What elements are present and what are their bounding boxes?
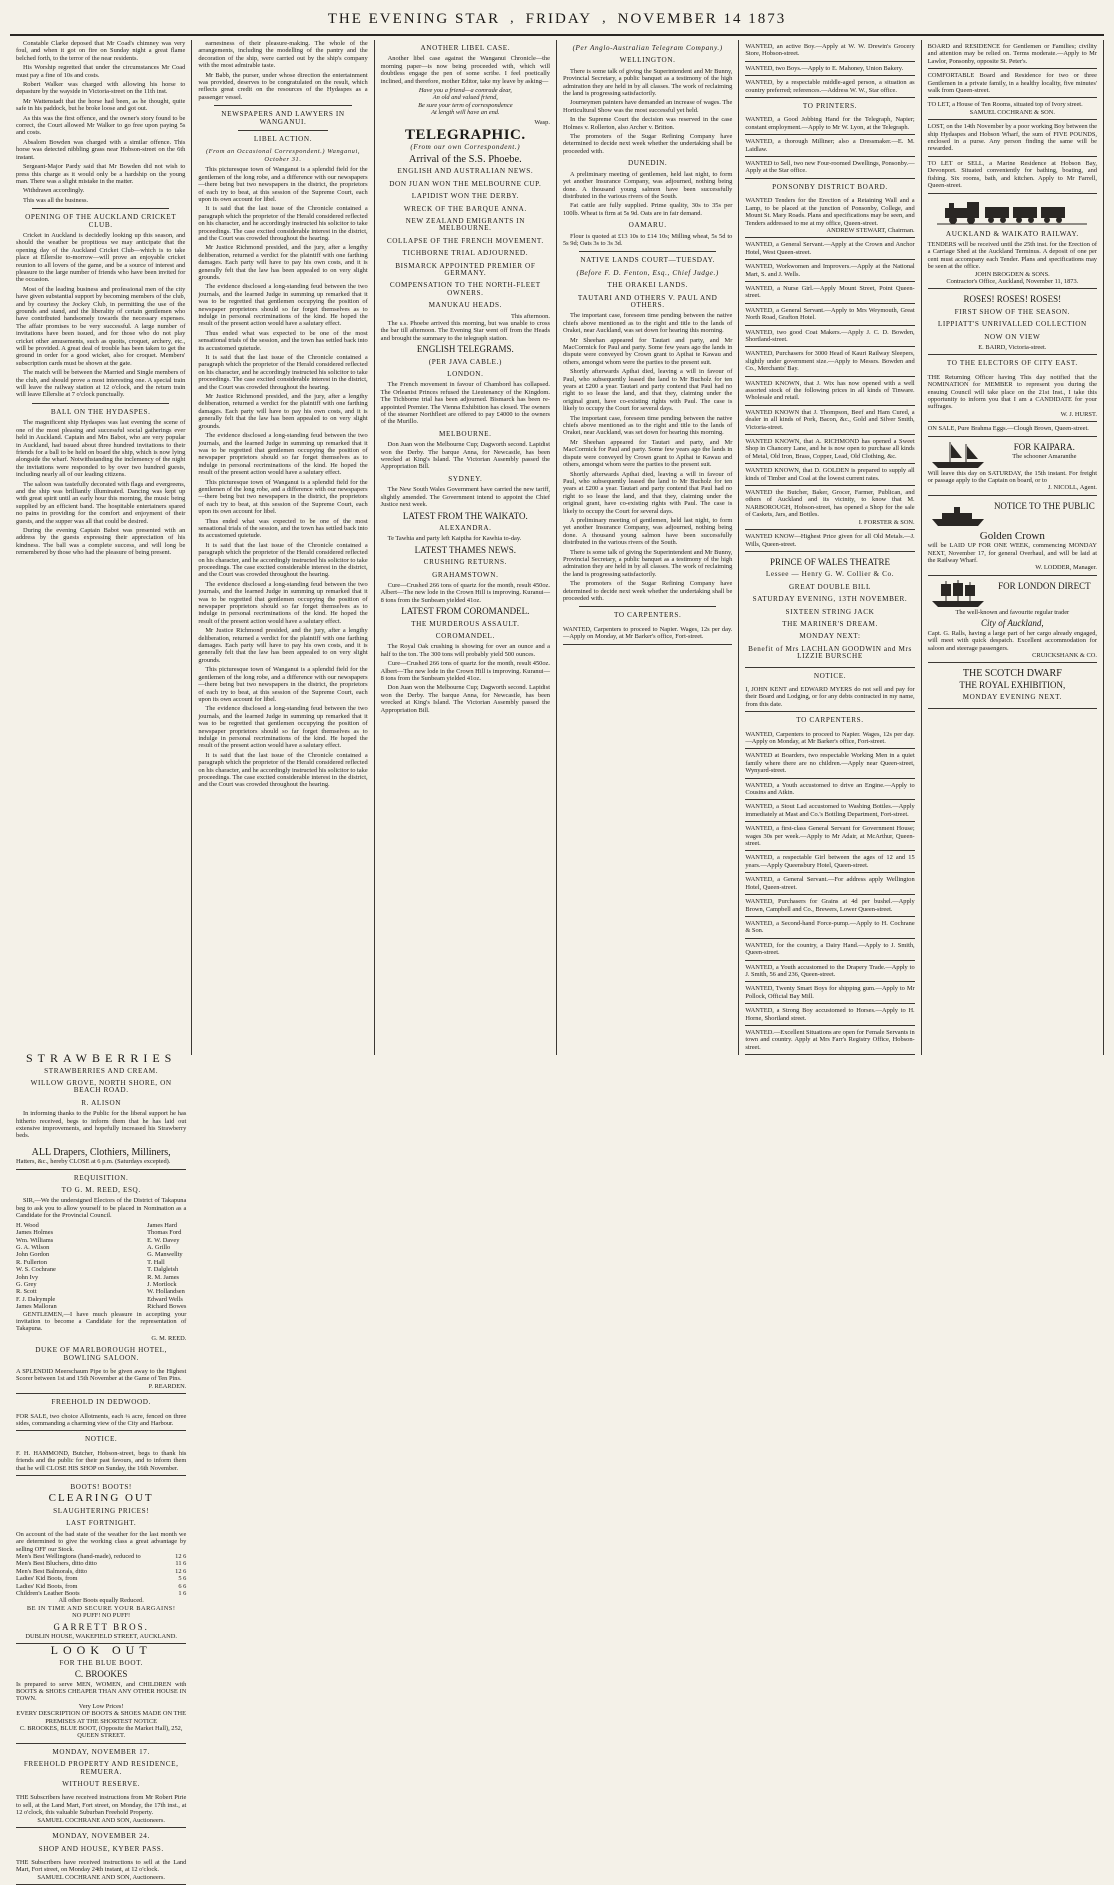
classified-ad: WANTED KNOW—Highest Price given for all Old Metals.—J. Wills, Queen-street. xyxy=(745,530,914,552)
subheading: DON JUAN WON THE MELBOURNE CUP. xyxy=(389,179,542,188)
divider xyxy=(214,105,351,106)
article-paragraph: This picturesque town of Wanganui is a splendid field for the gentlemen of the long robe, and a difference with our newspapers—there being but two newspapers in the district, the proprietors of each try to beat, at this session of the Supreme Court, each upon its own account for libel. xyxy=(198,666,368,703)
classified-ad: WANTED, Purchasers for Grains at 4d per bushel.—Apply Brown, Campbell and Co., Brewers, Lower Queen-street. xyxy=(745,895,914,917)
subheading: PONSONBY DISTRICT BOARD. xyxy=(772,182,888,191)
article-paragraph: SIR,—We the undersigned Electors of the District of Takapuna beg to ask you to allow yourself to be placed in Nomination as a Candidate for the Provincial Council. xyxy=(16,1197,187,1220)
signatory-list: H. Wood James Holmes Wm. Williams G. A. Wilson John Gordon R. Fullerton W. S. Cochrane John Ivy G. Grey R. Scott F. J. Dalrymple James Malloran James Hard Thomas Ford E. W. Davey A. Grillo G. Manwellty T. Hall T. Dalgleish R. M. James J. Mortlock W. Hollandsen Edward Wells Richard Bowes xyxy=(16,1221,187,1311)
classified-ad: WANTED, a Youth accustomed to the Drapery Trade.—Apply to J. Smith, 56 and 236, Queen-street. xyxy=(745,961,914,983)
classified-ad: TO LET or SELL, a Marine Residence at Hobson Bay, Devonport. Situated conveniently for bathing, boating, and fishing. Six rooms, bath, and kitchen. Apply to Mr Farrell, Queen-street. xyxy=(928,157,1097,194)
classified-ad: ON SALE, Pure Brahma Eggs.—Clough Brown, Queen-street. xyxy=(928,422,1097,436)
subheading: (PER JAVA CABLE.) xyxy=(428,357,502,366)
subheading: MELBOURNE. xyxy=(439,429,492,438)
article-paragraph: Mr Babb, the purser, under whose direction the entertainment was provided, deserves to be congratulated on the result, which reflects great credit on the resources of the Hydaspes as a passenger vessel. xyxy=(198,71,368,101)
article-paragraph: The Royal Oak crushing is showing for over an ounce and a half to the ton. The 300 tons will probably yield 500 ounces. xyxy=(380,643,550,658)
classified-ad: A SPLENDID Meerschaum Pipe to be given away to the Highest Scorer between 1st and 15th November at the Game of Ten Pins. P. REARDEN. xyxy=(16,1365,186,1394)
subheading: SYDNEY. xyxy=(448,474,483,483)
classified-ad: WANTED, a Strong Boy accustomed to Horses.—Apply to H. Horne, Shortland street. xyxy=(745,1004,914,1026)
headline-ball: BALL ON THE HYDASPES. xyxy=(50,407,151,416)
article-paragraph: As this was the first offence, and the owner's story found to be correct, the Court allowed Mr Walker to go free upon paying 5s and costs. xyxy=(16,114,186,137)
classified-ad: WANTED Tenders for the Erection of a Retaining Wall and a Lamp, to be placed at the junction of Ponsonby, College, and Mount St. Mary Roads. Plans and specifications may be seen, and Tenders addressed to me at my office, Queen-street. ANDREW STEWART, Chairman. xyxy=(745,194,914,238)
column-1 xyxy=(10,40,192,1055)
steamer-icon xyxy=(928,499,988,529)
arrival-heading: Arrival of the S.S. Phoebe. xyxy=(408,153,522,165)
article-paragraph: Cure—Crushed 266 tons of quartz for the month, result 450oz. Albert—The new lode in the Crown Hill is improving. Kuranui—8 tons from the Sunbeam yielded 41oz. xyxy=(380,660,550,682)
column-3 xyxy=(375,40,557,1055)
price-row: Men's Best Bluchers, ditto ditto 11 6 xyxy=(16,1560,187,1568)
article-paragraph: A preliminary meeting of gentlemen, held last night, to form yet another Insurance Company, was adjourned, nothing being done. A thousand young salmon have been successfully distributed in the various rivers of the South. xyxy=(562,170,733,200)
article-paragraph: The promoters of the Sugar Refining Company have determined to decide next week whether the undertaking shall be proceeded with. xyxy=(562,133,733,155)
masthead: THE EVENING STAR , FRIDAY , NOVEMBER 14 1873 xyxy=(10,8,1104,36)
article-paragraph: Sergeant-Major Pardy said that Mr Bowden did not wish to press this charge as it would only be a hardship on the young man. There was a slight mistake in the matter. xyxy=(16,163,186,185)
sailing-ship-icon xyxy=(928,440,988,470)
article-paragraph: Shortly afterwards Apihai died, leaving a will in favour of Paul, who subsequently leased the land to Mr Bucholz for ten years at £200 a year. Tautari and party contend that Paul had no right to so lease the land, and that they, claiming under the original grant, have co-existing rights with Paul. The case is likely to occupy the Court for several days. xyxy=(562,470,733,515)
subheading: OAMARU. xyxy=(628,221,667,230)
classified-ad: WANTED KNOWN, that J. Wix has now opened with a well assorted stock of the following prices in all kinds of Tinware. Wholesale and retail. xyxy=(745,377,914,406)
article-paragraph: Fat cattle are fully supplied. Prime quality, 30s to 35s per 100lb. Wheat is firm at 5s 9d. Oats are in fair demand. xyxy=(562,202,733,217)
article-paragraph: Te Tawhia and party left Kaipiha for Kawhia to-day. xyxy=(387,535,522,543)
classified-ad: WANTED, a General Servant.—Apply at the Crown and Anchor Hotel, West Queen-street. xyxy=(745,238,914,260)
article-paragraph: During the evening Captain Babot was presented with an address by the guests expressing their appreciation of his kindness. The ball was a complete success, and will long be remembered by those who had the pleasure of being present. xyxy=(16,526,186,557)
subheading: DUNEDIN. xyxy=(627,159,668,168)
article-paragraph: This picturesque town of Wanganui is a splendid field for the gentlemen of the long robe, and a difference with our newspapers—there being but two newspapers in the district, the proprietors of each try to beat, at this session of the Supreme Court, each upon its own account for libel. xyxy=(198,478,368,516)
divider xyxy=(32,208,169,209)
classified-ad: WANTED, Carpenters to proceed to Napier. Wages, 12s per day.—Apply on Monday, at Mr Barker's office, Fort-street. xyxy=(745,728,914,750)
dateline: This afternoon. xyxy=(510,312,550,320)
column-7: STRAWBERRIES STRAWBERRIES AND CREAM. WILLOW GROVE, NORTH SHORE, ON BEACH ROAD. R. ALISON In informing thanks to the Public for the liberal support he has hitherto received, begs to inform them that he has laid out extensive improvements, and hopefully increased his Strawberry beds. ALL Drapers, Clothiers, Milliners, Hatters, &c., hereby CLOSE at 6 p.m. (Saturdays excepted). REQUISITION. TO G. M. REED, ESQ. SIR,—We the undersigned Electors of the District of Takapuna beg to ask you to allow yourself to be placed in Nomination as a Candidate for the Provincial Council. H. Wood James Holmes Wm. Williams G. A. Wilson John Gordon R. Fullerton W. S. Cochrane John Ivy G. Grey R. Scott F. J. Dalrymple James Malloran James Hard Thomas Ford E. W. Davey A. Grillo G. Manwellty T. Hall T. Dalgleish R. M. James J. Mortlock W. Hollandsen Edward Wells Richard Bowes GENTLEMEN,—I have much pleasure in accepting your invitation to become a Candidate for the representation of Takapuna. G. M. REED. DUKE OF MARLBOROUGH HOTEL, BOWLING SALOON. A SPLENDID Meerschaum Pipe to be given away to the Highest Scorer between 1st and 15th November at the Game of Ten Pins. P. REARDEN. FREEHOLD IN DEDWOOD. FOR SALE, two choice Allotments, each ¼ acre, fenced on three sides, commanding a charming view of the City and Harbour. NOTICE. F. H. HAMMOND, Butcher, Hobson-street, begs to thank his friends and the public for their past favours, and to inform them that he will CLOSE HIS SHOP on Sunday, the 16th November. BOOTS! BOOTS! CLEARING OUT SLAUGHTERING PRICES! LAST FORTNIGHT. On account of the bad state of the weather for the last month we are determined to give the working class a great advantage by selling OFF our Stock. Men's Best Wellingtons (hand-made), reduced to 12 6 Men's Best Bluchers, ditto ditto 11 6 Men's Best Balmorals, ditto 12 6 Ladies' Kid Boots, from 5 6 Ladies' Kid Boots, from 6 6 Children's Leather Boots 1 6 All other Boots equally Reduced. BE IN TIME AND SECURE YOUR BARGAINS! NO PUFF! NO PUFF! GARRETT BROS. DUBLIN HOUSE, WAKEFIELD STREET, AUCKLAND. LOOK OUT FOR THE BLUE BOOT. C. BROOKES Is prepared to serve MEN, WOMEN, and CHILDREN with BOOTS & SHOES CHEAPER THAN ANY OTHER HOUSE IN TOWN. Very Low Prices! EVERY DESCRIPTION OF BOOTS & SHOES MADE ON THE PREMISES AT THE SHORTEST NOTICE C. BROOKES, BLUE BOOT, (Opposite the Market Hall), 252, QUEEN STREET. MONDAY, NOVEMBER 17. FREEHOLD PROPERTY AND RESIDENCE, REMUERA. WITHOUT RESERVE. THE Subscribers have received instructions from Mr Robert Pirie to sell, at the Land Mart, Fort street, on Monday, the 17th inst., at 12 o'clock, this valuable Suburban Freehold Property. SAMUEL COCHRANE AND SON, Auctioneers. MONDAY, NOVEMBER 24. SHOP AND HOUSE, KYBER PASS. THE Subscribers have received instructions to sell at the Land Mart, Fort street, on Monday 24th instant, at 12 o'clock. SAMUEL COCHRANE AND SON, Auctioneers. xyxy=(10,1055,192,1885)
classified-ad: WANTED, by a respectable middle-aged person, a situation as country preferred; references.—Address W. W., Star office. xyxy=(745,76,914,98)
article-paragraph: The s.s. Phoebe arrived this morning, but was unable to cross the bar till afternoon. The Evening Star went off from the Heads and brought the summary to the telegraph station. xyxy=(380,319,550,342)
notice-ad: NOTICE TO THE PUBLIC Golden Crown will be LAID UP FOR ONE WEEK, commencing MONDAY NEXT, November 17, for general Overhaul, and will be laid at the Railway Wharf. W. LODDER, Manager. xyxy=(928,496,1097,576)
subheading: COROMANDEL. xyxy=(435,631,495,640)
article-paragraph: The evidence disclosed a long-standing feud between the two journals, and the learned Judge in summing up remarked that it was to be regretted that gentlemen occupying the position of newspaper proprietors should so far forget themselves as to indulge in personal recriminations of the kind. He hoped the result of the present action would have a salutary effect. xyxy=(198,432,368,477)
correspondent-note: (From an Occasional Correspondent.) Wanganui, October 31. xyxy=(205,148,361,163)
subheading: TO CARPENTERS. xyxy=(796,716,864,725)
exhibition-ad: THE SCOTCH DWARF THE ROYAL EXHIBITION, MONDAY EVENING NEXT. xyxy=(928,663,1097,708)
classified-ad: FOR SALE, two choice Allotments, each ¼ acre, fenced on three sides, commanding a charming view of the City and Harbour. xyxy=(16,1410,186,1432)
article-paragraph: Don Juan won the Melbourne Cup; Dagworth second. Lapidist won the Derby. The barque Anna, for Newcastle, has been wrecked at King's Island. The Victorian Assembly passed the Appropriation Bill. xyxy=(380,441,550,471)
divider xyxy=(238,130,327,131)
coromandel-heading: LATEST FROM COROMANDEL. xyxy=(401,606,530,617)
classified-ad: WANTED, a thorough Milliner; also a Dressmaker.—E. M. Laidlaw. xyxy=(745,135,914,157)
price-row: Ladies' Kid Boots, from 6 6 xyxy=(16,1582,187,1590)
classified-ad: WANTED, Carpenters to proceed to Napier. Wages, 12s per day.—Apply on Monday, at Mr Barker's office, Fort-street. xyxy=(563,623,732,645)
article-paragraph: The important case, foreseen time pending between the native chiefs above mentioned as to the right and title to the lands of Orakei, near Auckland, was set down for hearing this morning. xyxy=(562,414,733,437)
auction-ad: THE Subscribers have received instructions from Mr Robert Pirie to sell, at the Land Mart, Fort street, on Monday, the 17th inst., at 12 o'clock, this valuable Suburban Freehold Property. SAMUEL COCHRANE AND SON, Auctioneers. xyxy=(16,1791,186,1828)
classified-ad: WANTED, a Stout Lad accustomed to Washing Bottles.—Apply immediately at Mast and Co.'s Bottling Department, Fort-street. xyxy=(745,800,914,822)
classified-ad: F. H. HAMMOND, Butcher, Hobson-street, begs to thank his friends and the public for their past favours, and to inform them that he will CLOSE HIS SHOP on Sunday, the 16th November. xyxy=(16,1447,186,1476)
waikato-heading: LATEST FROM THE WAIKATO. xyxy=(402,510,528,521)
classified-ad: COMFORTABLE Board and Residence for two or three Gentlemen in a private family, in a healthy locality, five minutes' walk from Queen-street. xyxy=(928,69,1097,98)
classified-ad: I, JOHN KENT and EDWARD MYERS do not sell and pay for their Board and Lodging, or for any debts contracted in my name, from this date. xyxy=(745,683,914,712)
classified-ad: WANTED, Twenty Smart Boys for shipping gum.—Apply to Mr Pollock, Official Bay Mill. xyxy=(745,982,914,1004)
masthead-day: FRIDAY xyxy=(525,10,593,27)
article-paragraph: It is said that the last issue of the Chronicle contained a paragraph which the proprietor of the Herald considered reflected on his character, and he accordingly instructed his solicitor to take proceedings. The case excited considerable interest in the district, and the Court was crowded throughout the hearing. xyxy=(198,205,368,242)
classified-ad: WANTED.—Excellent Situations are open for Female Servants in town and country. Apply at Mrs Farr's Registry Office, Hobson-street. xyxy=(745,1026,914,1055)
article-paragraph: Robert Walker was charged with allowing his horse to depasture by the wayside in Victoria-street on the 11th inst. xyxy=(16,81,186,96)
article-paragraph: Constable Clarke deposed that Mr Coad's chimney was very foul, and when it got on fire on Sunday night a great flame belched forth, to the terror of the near residents. xyxy=(16,40,186,62)
classified-ad: WANTED, a Youth accustomed to drive an Engine.—Apply to Cousins and Atkin. xyxy=(745,779,914,801)
headline-newspapers: NEWSPAPERS AND LAWYERS IN WANGANUI. xyxy=(221,110,345,126)
subheading: COMPENSATION TO THE NORTH-FLEET OWNERS. xyxy=(389,281,541,297)
divider xyxy=(579,251,716,252)
divider xyxy=(579,606,716,607)
strawberries-heading: STRAWBERRIES xyxy=(25,1051,177,1066)
article-paragraph: The evidence disclosed a long-standing feud between the two journals, and the learned Judge in summing up remarked that it was to be regretted that gentlemen occupying the position of newspaper proprietors should so far forget themselves as to indulge in personal recriminations of the kind. He hoped the result of the present action would have a salutary effect. xyxy=(198,705,368,750)
article-paragraph: Absalom Bowden was charged with a similar offence. This horse was detected nibbling grass near Hobson-street on the 6th instant. xyxy=(16,138,186,161)
masthead-date: NOVEMBER 14 1873 xyxy=(617,10,787,27)
classified-ad: WANTED, two Boys.—Apply to E. Mahoney, Union Bakery. xyxy=(745,62,914,76)
column-6 xyxy=(922,40,1104,1055)
article-paragraph: Mr Justice Richmond presided, and the jury, after a lengthy deliberation, returned a verdict for the plaintiff with one farthing damages. Each party will have to pay his own costs, and it is generally felt that the law has been appealed to on very slight grounds. xyxy=(198,393,368,430)
article-paragraph: The match will be between the Married and Single members of the club, and should prove a most interesting one. A special train will leave the railway station at 12 o'clock, and the return train will leave Ellerslie at 7 o'clock punctually. xyxy=(16,369,186,399)
classified-ad: ALL Drapers, Clothiers, Milliners, Hatters, &c., hereby CLOSE at 6 p.m. (Saturdays excepted). xyxy=(16,1142,186,1170)
from-correspondent: (From our own Correspondent.) xyxy=(410,143,521,152)
classified-ad: WANTED, a Nurse Girl.—Apply Mount Street, Point Queen-street. xyxy=(745,282,914,304)
thames-heading: LATEST THAMES NEWS. xyxy=(414,544,517,555)
headline-cricket: OPENING OF THE AUCKLAND CRICKET CLUB. xyxy=(25,213,177,229)
article-paragraph: Flour is quoted at £13 10s to £14 10s; Milling wheat, 5s 5d to 5s 9d; Oats 3s to 3s 3d. xyxy=(562,232,733,247)
shipping-ad: FOR LONDON DIRECT The well-known and favourite regular trader City of Auckland, Capt. G. Ralls, having a large part of her cargo already engaged, will meet with quick despatch. Excellent accommodation for saloon and steerage passengers. CRUICKSHANK & CO. xyxy=(928,576,1097,663)
subheading: WELLINGTON. xyxy=(619,56,676,65)
classified-ad: WANTED the Butcher, Baker, Grocer, Farmer, Publican, and others of Auckland and its vicinity, to know that M. NARBOROUGH, Hobson-street, has opened a Shop for the sale of Caskets, Jars, and Bottles. I. FORSTER & SON. xyxy=(745,486,914,530)
locomotive-icon xyxy=(937,200,1087,226)
blue-boot-ad: LOOK OUT FOR THE BLUE BOOT. C. BROOKES Is prepared to serve MEN, WOMEN, and CHILDREN with BOOTS & SHOES CHEAPER THAN ANY OTHER HOUSE IN TOWN. Very Low Prices! EVERY DESCRIPTION OF BOOTS & SHOES MADE ON THE PREMISES AT THE SHORTEST NOTICE C. BROOKES, BLUE BOOT, (Opposite the Market Hall), 252, QUEEN STREET. xyxy=(16,1644,186,1743)
article-paragraph: Cricket in Auckland is decidedly looking up this season, and should the weather be propitious we may anticipate that the opening day of the Auckland Cricket Club—which is to take place at Ellerslie to-morrow—will prove an enjoyable cricket reunion to all lovers of the game, and be a source of interest and pleasure to the large number of friends who have been invited for the occasion. xyxy=(16,231,186,284)
article-paragraph: Journeymen painters have demanded an increase of wages. The Horticultural Show was the most successful yet held. xyxy=(562,99,733,114)
subheading: THE MURDEROUS ASSAULT. xyxy=(411,619,520,628)
classified-ad: WANTED, Workwomen and Improvers.—Apply at the National Mart, S. and J. Wells. xyxy=(745,260,914,282)
subheading: TAUTARI AND OTHERS V. PAUL AND OTHERS. xyxy=(577,293,718,309)
classified-ad: WANTED, for the country, a Dairy Hand.—Apply to J. Smith, Queen-street. xyxy=(745,939,914,961)
classified-ad: WANTED, a General Servant.—Apply to Mrs Weymouth, Great North Road, Grafton Hotel. xyxy=(745,304,914,326)
article-paragraph: Withdrawn accordingly. xyxy=(23,187,85,195)
subheading: COLLAPSE OF THE FRENCH MOVEMENT. xyxy=(386,236,544,245)
article-paragraph: Shortly afterwards Apihai died, leaving a will in favour of Paul, who subsequently leased the land to Mr Bucholz for ten years at £200 a year. Tautari and party contend that Paul had no right to so lease the land, and that they, claiming under the original grant, have co-existing rights with Paul. The case is likely to occupy the Court for several days. xyxy=(562,368,733,413)
price-row: Ladies' Kid Boots, from 5 6 xyxy=(16,1575,187,1583)
subheading: TO PRINTERS. xyxy=(802,102,858,111)
article-paragraph: Thus ended what was expected to be one of the most sensational trials of the session, and the town has settled back into its accustomed quietude. xyxy=(198,329,368,352)
article-paragraph: The promoters of the Sugar Refining Company have determined to decide next week whether the undertaking shall be proceeded with. xyxy=(562,580,733,602)
subheading: TO THE ELECTORS OF CITY EAST. xyxy=(946,359,1078,368)
classified-ad: WANTED, Purchasers for 3000 Head of Kauri Railway Sleepers, slightly under government size.—Apply to Messrs. Bowden and Co., Merchants' Bay. xyxy=(745,347,914,376)
article-paragraph: Mr Wattenstadt that the horse had been, as he thought, quite safe in his paddock, but he broke loose and got out. xyxy=(16,97,186,113)
classified-ad: WANTED, two good Coat Makers.—Apply J. C. D. Bowden, Shortland-street. xyxy=(745,326,914,348)
article-paragraph: Mr Sheehan appeared for Tautari and party, and Mr MacCormick for Paul and party. Some few years ago the lands in dispute were conveyed by Crown grant to Apihai te Kawau and others, amongst whom were the parties to the present suit. xyxy=(562,336,733,366)
classified-ad: WANTED, a Second-hand Force-pump.—Apply to H. Cochrane & Son. xyxy=(745,917,914,939)
classified-ad: WANTED, a General Servant.—For address apply Wellington Hotel, Queen-street. xyxy=(745,873,914,895)
article-paragraph: This was all the business. xyxy=(23,196,89,204)
roses-ad: ROSES! ROSES! ROSES! FIRST SHOW OF THE SEASON. LIPPIATT'S UNRIVALLED COLLECTION NOW ON VIEW E. BAIRD, Victoria-street. xyxy=(928,289,1097,355)
subheading: CRUSHING RETURNS. xyxy=(423,558,507,567)
article-paragraph: The magnificent ship Hydaspes was last evening the scene of one of the most pleasing and successful social gatherings ever held in Auckland. Captain and Mrs Babot, who are very popular in Auckland, had issued about three hundred invitations to their friends for a ball to be held on board the ship, which is now lying alongside the wharf. Notwithstanding the inclemency of the night the invitations were responded to by over two hundred guests, including nearly all of our leading citizens. xyxy=(16,419,186,479)
article-paragraph: The important case, foreseen time pending between the native chiefs above mentioned as to the right and title to the lands of Orakei, near Auckland, was set down for hearing this morning. xyxy=(562,312,733,335)
article-paragraph: GENTLEMEN,—I have much pleasure in accepting your invitation to become a Candidate for the representation of Takapuna. xyxy=(16,1310,187,1333)
article-paragraph: His Worship regretted that under the circumstances Mr Coad must pay a fine of 10s and costs. xyxy=(16,64,186,79)
subheading: TO CARPENTERS. xyxy=(613,611,682,620)
article-paragraph: Don Juan won the Melbourne Cup; Dagworth second. Lapidist won the Derby. The barque Anna, for Newcastle, has been wrecked at King's Island. The Victorian Assembly passed the Appropriation Bill. xyxy=(380,684,550,714)
price-row: Men's Best Wellingtons (hand-made), reduced to 12 6 xyxy=(16,1552,187,1560)
article-paragraph: Thus ended what was expected to be one of the most sensational trials of the session, and the town has settled back into its accustomed quietude. xyxy=(198,517,368,540)
signature: Wasp. xyxy=(534,118,550,126)
subheading: THE ORAKEI LANDS. xyxy=(607,281,688,290)
article-paragraph: There is some talk of giving the Superintendent and Mr Bunny, Provincial Secretary, a public banquet as a testimony of the high admiration they are held in by all classes. The work of reclaiming the land is progressing satisfactorily. xyxy=(562,67,733,98)
subheading: LONDON. xyxy=(447,370,484,378)
headline-libel: LIBEL ACTION. xyxy=(253,135,313,144)
classified-ad: BOARD and RESIDENCE for Gentlemen or Families; civility and attention may be relied on. Terms moderate.—Apply to Mr Lawlor, Ponsonby, opposite St. Peter's. xyxy=(928,40,1097,69)
railway-ad: AUCKLAND & WAIKATO RAILWAY. TENDERS will be received until the 25th inst. for the Erection of a Carriage Shed at the Auckland Terminus. A deposit of one per cent must accompany each Tender. Plans and specifications may be seen at the office. JOHN BROGDEN & SONS. Contractor's Office, Auckland, November 11, 1873. xyxy=(928,194,1097,290)
classified-ad: LOST, on the 14th November by a poor working Boy between the ship Hydaspes and Hobson Wharf, the sum of FIVE POUNDS, enclosed in a purse. Any person finding the same will be rewarded. xyxy=(928,120,1097,157)
article-paragraph: The French movement in favour of Chambord has collapsed. The Orleanist Princes refused the Lieutenancy of the Kingdom. The Tichborne trial has been adjourned. Bismarck has been re-appointed Premier. The Vienna Exhibition has closed. The owners of the steamer Northfleet are offered to pay £4000 to the owners of the Murillo. xyxy=(380,381,550,426)
classified-ad: TO LET, a House of Ten Rooms, situated top of Ivory street. SAMUEL COCHRANE & SON. xyxy=(928,98,1097,120)
subheading: NEW ZEALAND EMIGRANTS IN MELBOURNE. xyxy=(405,216,526,233)
subheading: TICHBORNE TRIAL ADJOURNED. xyxy=(402,249,529,258)
article-paragraph: It is said that the last issue of the Chronicle contained a paragraph which the proprietor of the Herald considered reflected on his character, and he accordingly instructed his solicitor to take proceedings. The case excited considerable interest in the district, and the Court was crowded throughout the hearing. xyxy=(198,541,368,579)
article-paragraph: earnestness of their pleasure-making. The whole of the arrangements, including the modelling of the pantry and the decoration of the ship, were carried out by the ship's company with the most admirable taste. xyxy=(198,40,368,70)
article-paragraph: The saloon was tastefully decorated with flags and evergreens, and the ship was brilliantly illuminated. Dancing was kept up with great spirit until an early hour this morning, the music being supplied by an efficient band. The hospitable entertainers spared no pains in providing for the comfort and enjoyment of their guests, and the supper was all that could be desired. xyxy=(16,480,186,525)
classified-ad: WANTED to Sell, two new Four-roomed Dwellings, Ponsonby.—Apply at the Star office. xyxy=(745,157,914,179)
classified-ad: THE Returning Officer having This day notified that the NOMINATION for MEMBER to represent you during the ensuing Council will take place on the 21st Inst., I take this opportunity to inform you that I am a CANDIDATE for your suffrages. W. J. HURST. xyxy=(928,371,1097,422)
article-paragraph: This picturesque town of Wanganui is a splendid field for the gentlemen of the long robe, and a difference with our newspapers—there being but two newspapers in the district, the proprietors of each try to beat, at this session of the Supreme Court, each upon its own account for libel. xyxy=(198,166,368,203)
shipping-ad: FOR KAIPARA. The schooner Amaranthe Will leave this day on SATURDAY, the 15th instant. For freight or passage apply to the Captain on board, or to J. NICOLL, Agent. xyxy=(928,437,1097,496)
masthead-title: THE EVENING STAR xyxy=(327,10,501,27)
article-paragraph: The evidence disclosed a long-standing feud between the two journals, and the learned Judge in summing up remarked that it was to be regretted that gentlemen occupying the position of newspaper proprietors should so far forget themselves as to indulge in personal recriminations of the kind. He hoped the result of the present action would have a salutary effect. xyxy=(198,580,368,625)
article-paragraph: It is said that the last issue of the Chronicle contained a paragraph which the proprietor of the Herald considered reflected on his character, and he accordingly instructed his solicitor to take proceedings. The case excited considerable interest in the district, and the Court was crowded throughout the hearing. xyxy=(198,751,368,789)
article-paragraph: Another libel case against the Wanganui Chronicle—the morning paper—is now being proceeded with, which will doubtless engage the pen of some scribe. I feel poetically inclined, and therefore, mother Editor, take my leave by asking— xyxy=(380,55,550,85)
headline-another-libel: ANOTHER LIBEL CASE. xyxy=(420,44,511,52)
subheading: BISMARCK APPOINTED PREMIER OF GERMANY. xyxy=(395,261,536,277)
divider xyxy=(32,403,169,404)
classified-ad: WANTED, a respectable Girl between the ages of 12 and 15 years.—Apply Queensbury Hotel, Queen-street. xyxy=(745,851,914,873)
article-paragraph: Cure—Crushed 266 tons of quartz for the month, result 450oz. Albert—The new lode in the Crown Hill is improving. Kuranui—8 tons from the Sunbeam yielded 41oz. xyxy=(380,581,550,604)
article-paragraph: The evidence disclosed a long-standing feud between the two journals, and the learned Judge in summing up remarked that it was to be regretted that gentlemen occupying the position of newspaper proprietors should so far forget themselves as to indulge in personal recriminations of the kind. He hoped the result of the present action would have a salutary effect. xyxy=(198,283,368,328)
sailing-ship-icon xyxy=(928,579,988,609)
telegraphic-heading: TELEGRAPHIC. xyxy=(405,127,526,144)
article-paragraph: Mr Justice Richmond presided, and the jury, after a lengthy deliberation, returned a verdict for the plaintiff with one farthing damages. Each party will have to pay his own costs, and it is generally felt that the law has been appealed to on very slight grounds. xyxy=(198,244,368,281)
columns xyxy=(10,40,1104,1881)
subheading: ALEXANDRA. xyxy=(439,523,492,532)
classified-ad: WANTED, an active Boy.—Apply at W. W. Drewin's Grocery Store, Hobson-street. xyxy=(745,40,914,62)
classified-ad: WANTED, a Good Jobbing Hand for the Telegraph, Napier; constant employment.—Apply to Mr W. Lyon, at the Telegraph. xyxy=(745,113,914,135)
article-paragraph: It is said that the last issue of the Chronicle contained a paragraph which the proprietor of the Herald considered reflected on his character, and he accordingly instructed his solicitor to take proceedings. The case excited considerable interest in the district, and the Court was crowded throughout the hearing. xyxy=(198,354,368,391)
price-row: Men's Best Balmorals, ditto 12 6 xyxy=(16,1567,187,1575)
subheading: MANUKAU HEADS. xyxy=(428,301,503,310)
subheading: NOTICE. xyxy=(813,671,847,680)
telegram-source: (Per Anglo-Australian Telegram Company.) xyxy=(572,44,723,52)
verse: Have you a friend—a comrade dear, An old and valued friend, Be sure your term of correspondence At length will have an end. xyxy=(418,87,513,117)
subheading: (Before F. D. Fenton, Esq., Chief Judge.) xyxy=(576,268,719,277)
column-4 xyxy=(557,40,739,1055)
english-telegrams-heading: ENGLISH TELEGRAMS. xyxy=(416,344,514,355)
auction-ad: THE Subscribers have received instructions to sell at the Land Mart, Fort street, on Monday 24th instant, at 12 o'clock. SAMUEL COCHRANE AND SON, Auctioneers. xyxy=(16,1856,186,1885)
subheading: NATIVE LANDS COURT—TUESDAY. xyxy=(580,256,715,265)
article-paragraph: In informing thanks to the Public for the liberal support he has hitherto received, begs to inform them that he has laid out extensive improvements, and hopefully increased his Strawberry beds. xyxy=(16,1110,187,1140)
classified-ad: WANTED KNOWN, that A. RICHMOND has opened a Sweet Shop in Chancery Lane, and he is now open to purchase all kinds of Metal, Old Iron, Brass, Copper, Lead, Old Clothing, &c. xyxy=(745,435,914,464)
subheading: LAPIDIST WON THE DERBY. xyxy=(411,192,519,201)
theatre-ad: PRINCE OF WALES THEATRE Lessee — Henry G. W. Collier & Co. GREAT DOUBLE BILL SATURDAY EVENING, 13TH NOVEMBER. SIXTEEN STRING JACK THE MARINER'S DREAM. MONDAY NEXT: Benefit of Mrs LACHLAN GOODWIN and Mrs LIZZIE BURSCHE xyxy=(745,552,914,668)
subheading: ENGLISH AND AUSTRALIAN NEWS. xyxy=(397,167,534,176)
article-paragraph: In the Supreme Court the decision was reserved in the case Holmes v. Rollerton, also Archer v. Britton. xyxy=(562,116,733,131)
price-row: Children's Leather Boots 1 6 xyxy=(16,1589,187,1597)
article-paragraph: The New South Wales Government have carried the new tariff, slightly amended. The Government intend to appoint the Chief Justice next week. xyxy=(380,486,550,509)
article-paragraph: A preliminary meeting of gentlemen, held last night, to form yet another Insurance Company, was adjourned, nothing being done. A thousand young salmon have been successfully distributed in the various rivers of the South. xyxy=(562,516,733,547)
article-paragraph: Mr Sheehan appeared for Tautari and party, and Mr MacCormick for Paul and party. Some few years ago the lands in dispute were conveyed by Crown grant to Apihai te Kawau and others, amongst whom were the parties to the present suit. xyxy=(562,438,733,469)
subheading: GRAHAMSTOWN. xyxy=(432,570,499,579)
subheading: WRECK OF THE BARQUE ANNA. xyxy=(403,204,527,213)
classified-ad: WANTED KNOWN, that D. GOLDEN is prepared to supply all kinds of Timber and Coal at the lowest current rates. xyxy=(745,464,914,486)
classified-ad: WANTED, a first-class General Servant for Government House; wages 30s per week.—Apply to Mr Adair, at McArthur, Queen-street. xyxy=(745,822,914,851)
boots-ad: BOOTS! BOOTS! CLEARING OUT SLAUGHTERING PRICES! LAST FORTNIGHT. On account of the bad state of the weather for the last month we are determined to give the working class a great advantage by selling OFF our Stock. Men's Best Wellingtons (hand-made), reduced to 12 6 Men's Best Bluchers, ditto ditto 11 6 Men's Best Balmorals, ditto 12 6 Ladies' Kid Boots, from 5 6 Ladies' Kid Boots, from 6 6 Children's Leather Boots 1 6 All other Boots equally Reduced. BE IN TIME AND SECURE YOUR BARGAINS! NO PUFF! NO PUFF! GARRETT BROS. DUBLIN HOUSE, WAKEFIELD STREET, AUCKLAND. xyxy=(16,1476,186,1644)
classified-ad: WANTED at Boarders, two respectable Working Men in a quiet family where there are no children.—Apply near Queen-street, Wynyard-street. xyxy=(745,749,914,778)
article-paragraph: Most of the leading business and professional men of the city have given substantial support by becoming members of the club, and by courtesy the Jockey Club, in permitting the use of the grounds and stand, and the liberality of certain gentlemen who have contributed handsomely towards the necessary expenses. The affair promises to be very successful. A large number of invitations have been issued, and for those who do not play cricket other amusements, such as quoits, croquet, archery, etc., will be provided. A great deal of trouble has been taken to get the ground in order for a good wicket, also for croquet. Members' subscription cards must be shown at the gate. xyxy=(16,285,186,367)
column-5 xyxy=(739,40,921,1055)
classified-ad: WANTED KNOWN that J. Thompson, Beef and Ham Cured, a dealer in all kinds of Pork, Bacon, &c., Gold and Silver Smith, Victoria-street. xyxy=(745,406,914,435)
column-2 xyxy=(192,40,374,1055)
article-paragraph: There is some talk of giving the Superintendent and Mr Bunny, Provincial Secretary, a public banquet as a testimony of the high admiration they are held in by all classes. The work of reclaiming the land is progressing satisfactorily. xyxy=(562,548,733,578)
article-paragraph: Mr Justice Richmond presided, and the jury, after a lengthy deliberation, returned a verdict for the plaintiff with one farthing damages. Each party will have to pay his own costs, and it is generally felt that the law has been appealed to on very slight grounds. xyxy=(198,627,368,664)
